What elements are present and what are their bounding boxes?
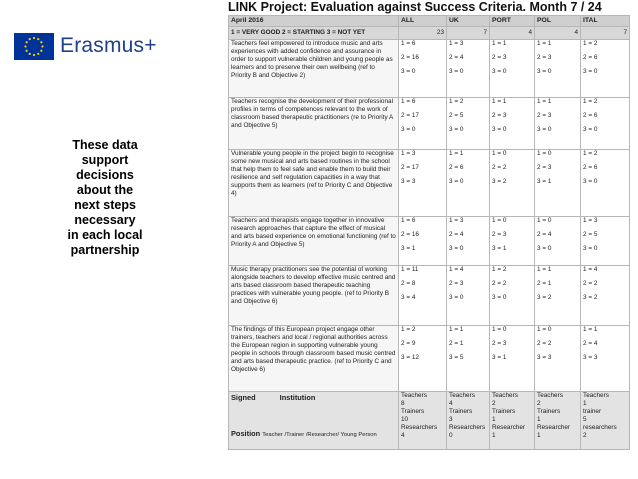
role-count-line: 4: [401, 431, 405, 439]
signed-label: Signed: [231, 393, 256, 402]
score-cell: [447, 40, 490, 98]
score-value: 3 = 0: [401, 126, 416, 133]
score-cell: [490, 98, 535, 150]
criterion-statement: Vulnerable young people in the project begin to recognise some new musical and arts based routines in the school that help them to feel safe and enable them to build their resilience and self regulation capacities in a way that supports them as learners (ref to Priority C and Objective 4): [229, 150, 399, 217]
score-value: 3 = 1: [492, 245, 507, 252]
score-value: 2 = 4: [583, 340, 598, 347]
role-count-line: researchers: [583, 423, 617, 431]
score-value: 1 = 1: [492, 98, 507, 105]
table-header-row: [229, 16, 630, 27]
score-value: 2 = 9: [401, 340, 416, 347]
scale-label: 1 = VERY GOOD 2 = STARTING 3 = NOT YET: [229, 27, 399, 40]
score-value: 1 = 3: [401, 150, 416, 157]
header-cell: April 2016: [229, 16, 399, 27]
score-cell: [490, 266, 535, 326]
flag-star: [26, 50, 28, 52]
erasmus-logo: [14, 33, 157, 61]
score-value: 1 = 3: [583, 217, 598, 224]
position-label: Position: [231, 429, 261, 438]
flag-star: [26, 41, 28, 43]
score-value: 2 = 1: [537, 280, 552, 287]
scale-row: [229, 27, 630, 40]
score-value: 3 = 0: [449, 294, 464, 301]
score-value: 2 = 5: [583, 231, 598, 238]
score-value: 3 = 0: [492, 68, 507, 75]
score-value: 1 = 0: [537, 150, 552, 157]
header-cell: POL: [535, 16, 581, 27]
role-count-line: 0: [449, 431, 453, 439]
score-value: 2 = 16: [401, 54, 419, 61]
criterion-statement: Teachers feel empowered to introduce music and arts experiences with added confidence and assurance in order to support vulnerable children and young people as learners and to preserve their own wellbeing (ref to Priority B and Objective 2): [229, 40, 399, 98]
scale-count: 7: [447, 27, 490, 40]
score-value: 1 = 4: [583, 266, 598, 273]
score-value: 1 = 4: [449, 266, 464, 273]
score-cell: [447, 98, 490, 150]
role-count-line: 5: [583, 415, 587, 423]
score-cell: [399, 150, 447, 217]
header-cell: ITAL: [581, 16, 630, 27]
criterion-statement: Teachers recognise the development of their professional profiles in terms of competences relevant to the work of classroom based therapeutic practitioners (re to Priority A and Objective 5): [229, 98, 399, 150]
role-count-cell: [399, 392, 447, 450]
criterion-row: [229, 217, 630, 266]
criterion-statement: The findings of this European project engage other trainers, teachers and local / regional authorities across the European region in supporting vulnerable young people in schools through classroom based music centred and arts based therapeutic practice. (ref to Priority C and Objective 6): [229, 326, 399, 392]
flag-star: [37, 53, 39, 55]
score-value: 1 = 0: [492, 326, 507, 333]
score-value: 1 = 1: [449, 326, 464, 333]
role-count-cell: [581, 392, 630, 450]
score-cell: [490, 326, 535, 392]
role-count-line: 3: [449, 415, 453, 423]
score-value: 1 = 2: [583, 40, 598, 47]
flag-star: [29, 38, 31, 40]
evaluation-document: [220, 0, 631, 479]
eu-flag-icon: [14, 33, 54, 60]
score-value: 2 = 8: [401, 280, 416, 287]
role-count-line: 2: [537, 399, 541, 407]
role-count-cell: [447, 392, 490, 450]
role-count-line: trainer: [583, 407, 602, 415]
score-value: 3 = 0: [583, 126, 598, 133]
score-value: 3 = 0: [492, 126, 507, 133]
score-value: 2 = 6: [583, 54, 598, 61]
role-count-line: Teachers: [492, 392, 518, 399]
score-value: 1 = 6: [401, 40, 416, 47]
score-value: 1 = 0: [537, 326, 552, 333]
role-count-line: Trainers: [492, 407, 516, 415]
score-cell: [535, 326, 581, 392]
role-count-line: 1: [583, 399, 587, 407]
score-value: 2 = 6: [583, 164, 598, 171]
score-value: 2 = 3: [492, 340, 507, 347]
score-cell: [535, 217, 581, 266]
role-count-line: 4: [449, 399, 453, 407]
score-value: 3 = 1: [401, 245, 416, 252]
score-value: 3 = 0: [449, 68, 464, 75]
score-value: 3 = 0: [449, 126, 464, 133]
institution-label: Institution: [279, 393, 316, 402]
role-count-line: Researcher: [537, 423, 571, 431]
criterion-row: [229, 98, 630, 150]
score-value: 3 = 5: [449, 354, 464, 361]
score-value: 3 = 0: [537, 126, 552, 133]
flag-star: [24, 45, 26, 47]
score-value: 3 = 0: [449, 178, 464, 185]
score-value: 3 = 2: [537, 294, 552, 301]
score-cell: [490, 40, 535, 98]
score-value: 2 = 1: [449, 340, 464, 347]
score-cell: [490, 217, 535, 266]
score-value: 2 = 17: [401, 164, 419, 171]
score-value: 1 = 2: [583, 98, 598, 105]
role-count-cell: [490, 392, 535, 450]
scale-count: 23: [399, 27, 447, 40]
criterion-row: [229, 40, 630, 98]
score-value: 1 = 2: [401, 326, 416, 333]
score-value: 1 = 11: [401, 266, 419, 273]
score-value: 1 = 1: [537, 40, 552, 47]
score-value: 2 = 17: [401, 112, 419, 119]
score-cell: [447, 150, 490, 217]
role-count-line: 1: [492, 415, 496, 423]
score-value: 2 = 4: [449, 231, 464, 238]
score-value: 1 = 1: [492, 40, 507, 47]
score-cell: [581, 40, 630, 98]
score-cell: [581, 326, 630, 392]
score-cell: [399, 266, 447, 326]
score-value: 2 = 16: [401, 231, 419, 238]
document-title: LINK Project: Evaluation against Success Criteria. Month 7 / 24: [228, 0, 602, 14]
score-value: 3 = 0: [449, 245, 464, 252]
score-value: 1 = 1: [583, 326, 598, 333]
score-cell: [581, 266, 630, 326]
score-value: 2 = 3: [537, 112, 552, 119]
score-value: 1 = 2: [492, 266, 507, 273]
score-value: 3 = 12: [401, 354, 419, 361]
score-cell: [581, 217, 630, 266]
flag-star: [33, 37, 35, 39]
header-cell: UK: [447, 16, 490, 27]
signature-cell: [229, 392, 399, 450]
score-value: 1 = 2: [583, 150, 598, 157]
score-value: 1 = 1: [537, 266, 552, 273]
role-count-line: 8: [401, 399, 405, 407]
score-value: 2 = 5: [449, 112, 464, 119]
role-count-line: 2: [492, 399, 496, 407]
flag-star: [33, 54, 35, 56]
header-cell: ALL: [399, 16, 447, 27]
score-value: 3 = 2: [583, 294, 598, 301]
flag-star: [37, 38, 39, 40]
score-cell: [399, 98, 447, 150]
score-value: 2 = 2: [492, 164, 507, 171]
score-value: 3 = 0: [583, 245, 598, 252]
score-value: 3 = 0: [537, 245, 552, 252]
score-value: 3 = 0: [583, 178, 598, 185]
score-cell: [447, 326, 490, 392]
score-value: 2 = 6: [583, 112, 598, 119]
score-value: 2 = 2: [492, 280, 507, 287]
score-value: 2 = 6: [449, 164, 464, 171]
role-count-line: Trainers: [449, 407, 473, 415]
role-count-line: Trainers: [537, 407, 561, 415]
flag-star: [40, 50, 42, 52]
sidebar-caption: These data support decisions about the next steps necessary in each local partnership: [67, 138, 143, 257]
score-value: 1 = 1: [537, 98, 552, 105]
role-count-line: Teachers: [583, 392, 609, 399]
role-count-line: Trainers: [401, 407, 425, 415]
position-text: Teacher /Trainer /Researcher/ Young Person: [262, 432, 377, 438]
score-value: 3 = 0: [401, 68, 416, 75]
evaluation-table: [228, 15, 630, 450]
score-value: 2 = 3: [449, 280, 464, 287]
score-value: 1 = 2: [449, 98, 464, 105]
score-value: 3 = 3: [583, 354, 598, 361]
score-cell: [535, 150, 581, 217]
role-count-line: 10: [401, 415, 409, 423]
score-value: 1 = 1: [449, 150, 464, 157]
score-value: 3 = 1: [537, 178, 552, 185]
score-value: 3 = 0: [583, 68, 598, 75]
score-value: 2 = 2: [537, 340, 552, 347]
score-value: 2 = 3: [492, 54, 507, 61]
score-value: 1 = 6: [401, 217, 416, 224]
score-cell: [535, 40, 581, 98]
score-value: 2 = 3: [537, 164, 552, 171]
score-value: 1 = 0: [492, 150, 507, 157]
score-value: 2 = 3: [537, 54, 552, 61]
role-count-line: Researchers: [401, 423, 438, 431]
score-cell: [535, 98, 581, 150]
score-cell: [490, 150, 535, 217]
role-count-line: 2: [583, 431, 587, 439]
criterion-row: [229, 266, 630, 326]
criterion-row: [229, 326, 630, 392]
role-count-cell: [535, 392, 581, 450]
role-count-line: Teachers: [449, 392, 475, 399]
role-count-line: 1: [492, 431, 496, 439]
score-cell: [535, 266, 581, 326]
role-count-line: Researcher: [492, 423, 526, 431]
score-cell: [581, 150, 630, 217]
score-value: 3 = 0: [537, 68, 552, 75]
score-value: 1 = 0: [537, 217, 552, 224]
role-count-line: Teachers: [401, 392, 427, 399]
score-value: 3 = 3: [537, 354, 552, 361]
score-value: 2 = 3: [492, 112, 507, 119]
role-count-line: Researchers: [449, 423, 486, 431]
score-value: 2 = 4: [537, 231, 552, 238]
score-value: 3 = 4: [401, 294, 416, 301]
score-cell: [447, 266, 490, 326]
signature-row: [229, 392, 630, 450]
score-value: 2 = 2: [583, 280, 598, 287]
scale-count: 4: [490, 27, 535, 40]
score-value: 2 = 4: [449, 54, 464, 61]
erasmus-wordmark: Erasmus+: [60, 34, 157, 57]
score-value: 2 = 3: [492, 231, 507, 238]
header-cell: PORT: [490, 16, 535, 27]
criterion-row: [229, 150, 630, 217]
flag-star: [29, 53, 31, 55]
role-count-line: Teachers: [537, 392, 563, 399]
role-count-line: 1: [537, 415, 541, 423]
role-count-line: 1: [537, 431, 541, 439]
criterion-statement: Teachers and therapists engage together in innovative research approaches that capture the effect of musical and arts based experience on emotional functioning (ref to Priority A and Objective 5): [229, 217, 399, 266]
scale-count: 7: [581, 27, 630, 40]
score-cell: [399, 326, 447, 392]
score-value: 3 = 0: [492, 294, 507, 301]
score-value: 3 = 2: [492, 178, 507, 185]
score-value: 3 = 3: [401, 178, 416, 185]
score-cell: [399, 217, 447, 266]
flag-star: [41, 45, 43, 47]
score-cell: [581, 98, 630, 150]
score-cell: [399, 40, 447, 98]
score-value: 1 = 3: [449, 217, 464, 224]
score-value: 1 = 6: [401, 98, 416, 105]
score-value: 1 = 0: [492, 217, 507, 224]
flag-star: [40, 41, 42, 43]
score-value: 1 = 3: [449, 40, 464, 47]
score-cell: [447, 217, 490, 266]
criterion-statement: Music therapy practitioners see the potential of working alongside teachers to develop effective music centred and arts based classroom based therapeutic teaching practices with vulnerable young people. (ref to Priority B and Objective 6): [229, 266, 399, 326]
scale-count: 4: [535, 27, 581, 40]
score-value: 3 = 1: [492, 354, 507, 361]
